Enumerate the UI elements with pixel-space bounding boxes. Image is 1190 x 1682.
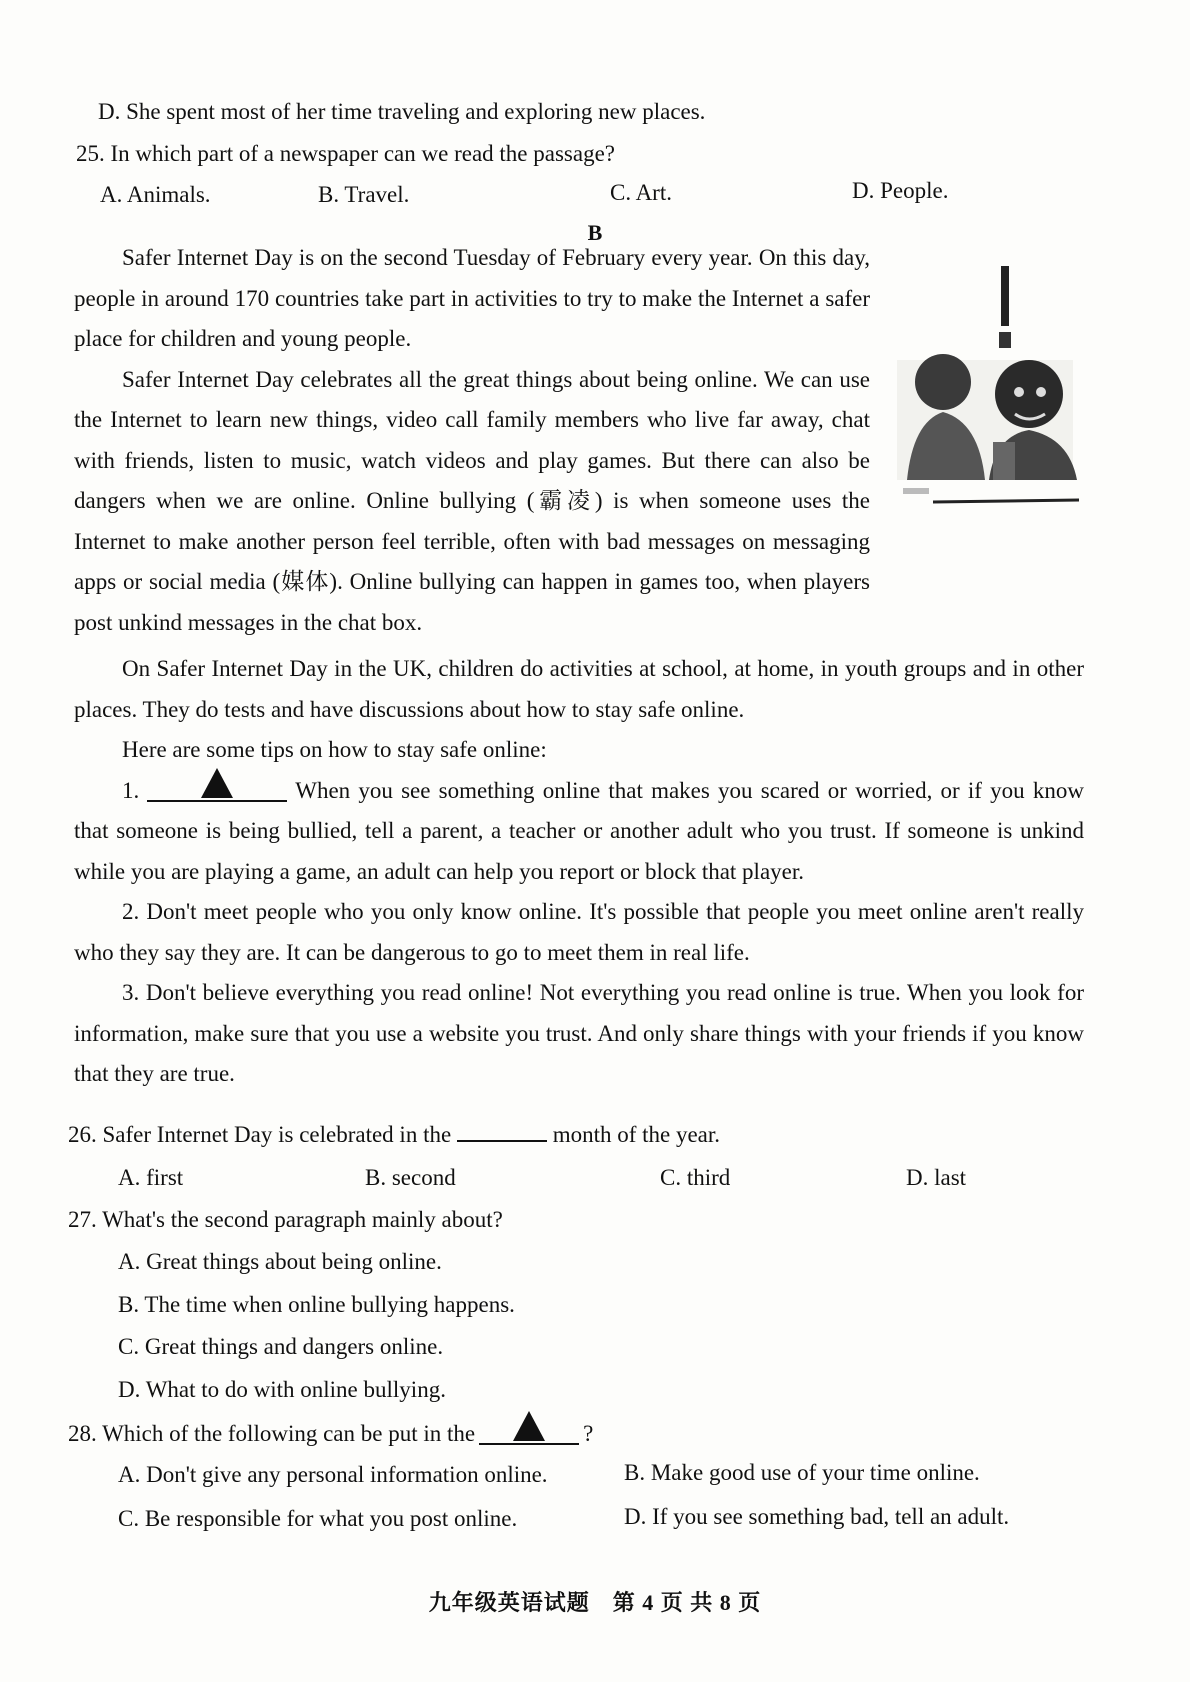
- triangle-icon: [201, 768, 233, 798]
- tip-2: 2. Don't meet people who you only know online. It's possible that people you meet online aren't really who they say they are. It can be dangerous to go to meet them in real life.: [74, 899, 1084, 965]
- q27-option-c: C. Great things and dangers online.: [118, 1334, 444, 1359]
- q28-stem-end: ?: [583, 1421, 594, 1446]
- q28-blank: [479, 1417, 579, 1445]
- q27-stem: 27. What's the second paragraph mainly about?: [68, 1207, 503, 1232]
- q26-blank: [457, 1140, 547, 1142]
- q24-option-d: D. She spent most of her time traveling and exploring new places.: [98, 99, 706, 124]
- q28-option-c: C. Be responsible for what you post online.: [118, 1506, 518, 1531]
- passage-photo: [893, 262, 1083, 522]
- passage-paragraph-4: Here are some tips on how to stay safe online:: [122, 737, 547, 762]
- q27-option-a: A. Great things about being online.: [118, 1249, 442, 1274]
- tip-1-text: When you see something online that makes you scared or worried, or if you know that someone is being bullied, tell a parent, a teacher or another adult who you trust. If someone is unkind while you are playing a game, an adult can help you report or block that player.: [74, 777, 1084, 884]
- q25-option-a: A. Animals.: [100, 182, 211, 207]
- triangle-icon: [513, 1411, 545, 1441]
- tip-1-number: 1.: [122, 777, 140, 803]
- page-footer: 九年级英语试题 第 4 页 共 8 页: [428, 1590, 762, 1615]
- q26-option-a: A. first: [118, 1165, 184, 1190]
- q26-stem: [68, 1120, 720, 1150]
- tip-1: [74, 771, 1084, 893]
- q28-stem: [68, 1417, 593, 1449]
- passage-paragraph-2: Safer Internet Day celebrates all the great things about being online. We can use the Internet to learn new things, video call family members who live far away, chat with friends, listen to music, watch videos and play games. But there can also be dangers when we are online. Online bullying (霸凌) is when someone uses the Internet to make another person feel terrible, often with bad messages on messaging apps or social media (媒体). Online bullying can happen in games too, when players post unkind messages in the chat box.: [74, 366, 870, 635]
- q28-option-a: A. Don't give any personal information online.: [118, 1462, 548, 1487]
- q27-option-d: D. What to do with online bullying.: [118, 1377, 446, 1402]
- q25-stem: 25. In which part of a newspaper can we read the passage?: [76, 141, 615, 166]
- q28-option-b: B. Make good use of your time online.: [624, 1460, 980, 1485]
- section-b-title: B: [587, 220, 603, 245]
- q25-option-d: D. People.: [852, 178, 949, 203]
- q26-stem-end: month of the year.: [552, 1122, 721, 1147]
- q28-stem-start: 28. Which of the following can be put in the: [68, 1421, 476, 1446]
- tip-1-blank: [147, 774, 287, 802]
- passage-paragraph-1: Safer Internet Day is on the second Tuesday of February every year. On this day, people in around 170 countries take part in activities to try to make the Internet a safer place for children and young people.: [74, 245, 870, 351]
- passage-wrap-left: [74, 238, 870, 635]
- q25-option-b: B. Travel.: [318, 182, 410, 207]
- passage-paragraph-3: On Safer Internet Day in the UK, children do activities at school, at home, in youth groups and in other places. They do tests and have discussions about how to stay safe online.: [74, 656, 1084, 722]
- passage-wide: [74, 649, 1084, 1095]
- q28-option-d: D. If you see something bad, tell an adult.: [624, 1504, 1010, 1529]
- q25-option-c: C. Art.: [610, 180, 672, 205]
- q26-option-b: B. second: [365, 1165, 456, 1190]
- q26-option-c: C. third: [660, 1165, 731, 1190]
- tip-3: 3. Don't believe everything you read online! Not everything you read online is true. When you look for information, make sure that you use a website you trust. And only share things with your friends if you know that they are true.: [74, 980, 1084, 1086]
- q26-stem-start: 26. Safer Internet Day is celebrated in the: [68, 1122, 452, 1147]
- q27-option-b: B. The time when online bullying happens.: [118, 1292, 515, 1317]
- q26-option-d: D. last: [906, 1165, 967, 1190]
